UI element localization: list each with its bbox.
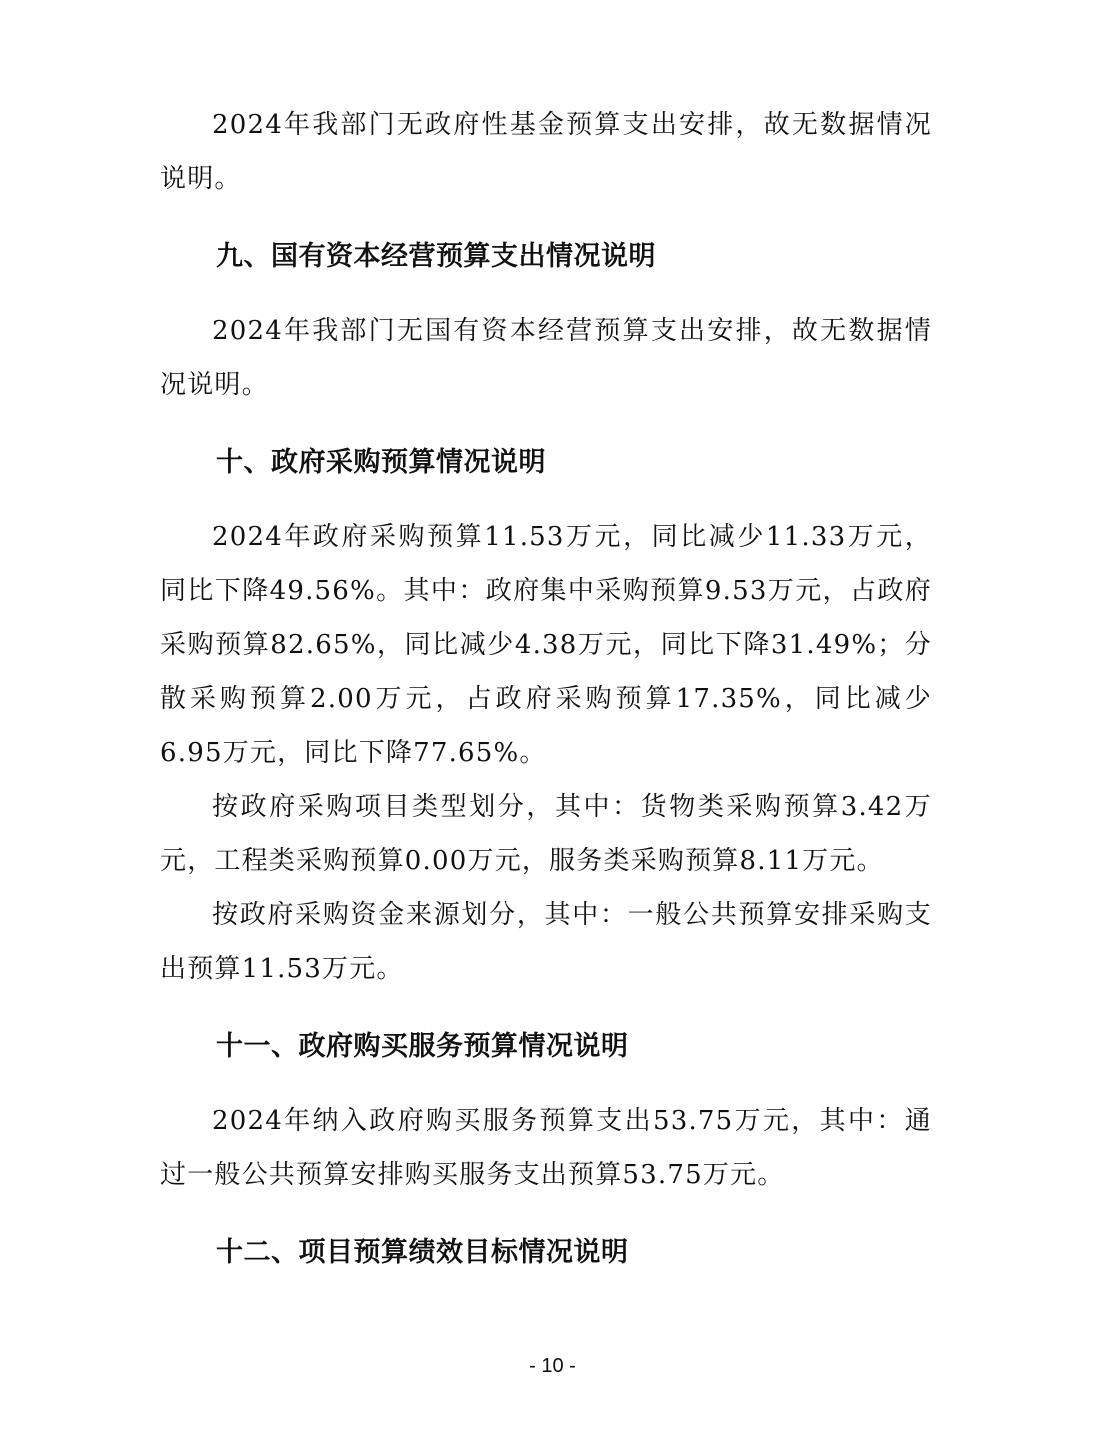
page-number: - 10 - [529,1355,576,1377]
paragraph-procurement-by-source: 按政府采购资金来源划分，其中：一般公共预算安排采购支出预算11.53万元。 [160,900,932,984]
document-body [160,98,932,1280]
paragraph-government-fund: 2024年我部门无政府性基金预算支出安排，故无数据情况说明。 [160,110,932,194]
section-heading-10: 十、政府采购预算情况说明 [216,447,546,478]
section-heading-9: 九、国有资本经营预算支出情况说明 [216,241,656,272]
paragraph-procurement-by-type: 按政府采购项目类型划分，其中：货物类采购预算3.42万元，工程类采购预算0.00万元，服务类采购预算8.11万元。 [160,792,932,876]
section-heading-12: 十二、项目预算绩效目标情况说明 [216,1237,629,1268]
section-heading-11: 十一、政府购买服务预算情况说明 [216,1031,629,1062]
paragraph-state-capital: 2024年我部门无国有资本经营预算支出安排，故无数据情况说明。 [160,316,932,400]
paragraph-purchased-services: 2024年纳入政府购买服务预算支出53.75万元，其中：通过一般公共预算安排购买服务支出预算53.75万元。 [160,1106,932,1190]
paragraph-procurement-summary: 2024年政府采购预算11.53万元，同比减少11.33万元，同比下降49.56%。其中：政府集中采购预算9.53万元，占政府采购预算82.65%，同比减少4.38万元，同比下降31.49%；分散采购预算2.00万元，占政府采购预算17.35%，同比减少6.95万元，同比下降77.65%。 [160,522,932,768]
